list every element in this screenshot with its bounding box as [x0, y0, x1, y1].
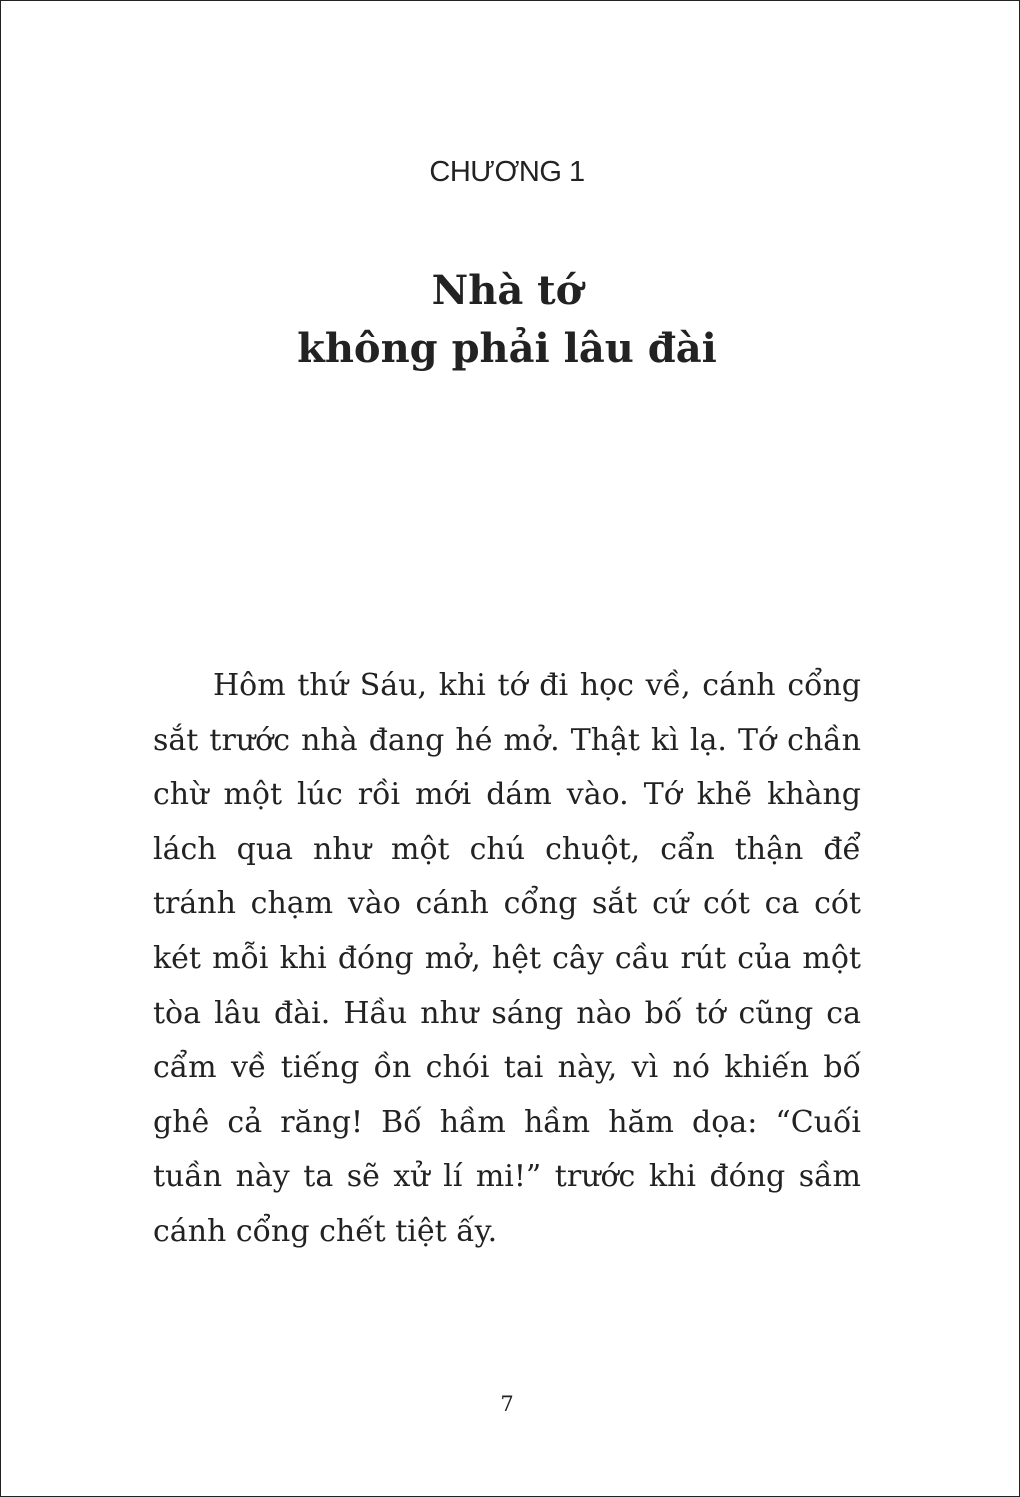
page-number: 7 [500, 1392, 514, 1416]
chapter-title [0, 262, 1014, 378]
body-paragraph: Hôm thứ Sáu, khi tớ đi học về, cánh cổng sắt trước nhà đang hé mở. Thật kì lạ. Tớ chần chừ một lúc rồi mới dám vào. Tớ khẽ khàng lách qua như một chú chuột, cẩn thận để tránh chạm vào cánh cổng sắt cứ cót ca cót két mỗi khi đóng mở, hệt cây cầu rút của một tòa lâu đài. Hầu như sáng nào bố tớ cũng ca cẩm về tiếng ồn chói tai này, vì nó khiến bố ghê cả răng! Bố hầm hầm hăm dọa: “Cuối tuần này ta sẽ xử lí mi!” trước khi đóng sầm cánh cổng chết tiệt ấy. [153, 668, 861, 1249]
chapter-label: CHƯƠNG 1 [429, 156, 585, 188]
chapter-title-line-1: Nhà tớ [431, 267, 583, 314]
chapter-title-line-2: không phải lâu đài [297, 325, 717, 372]
